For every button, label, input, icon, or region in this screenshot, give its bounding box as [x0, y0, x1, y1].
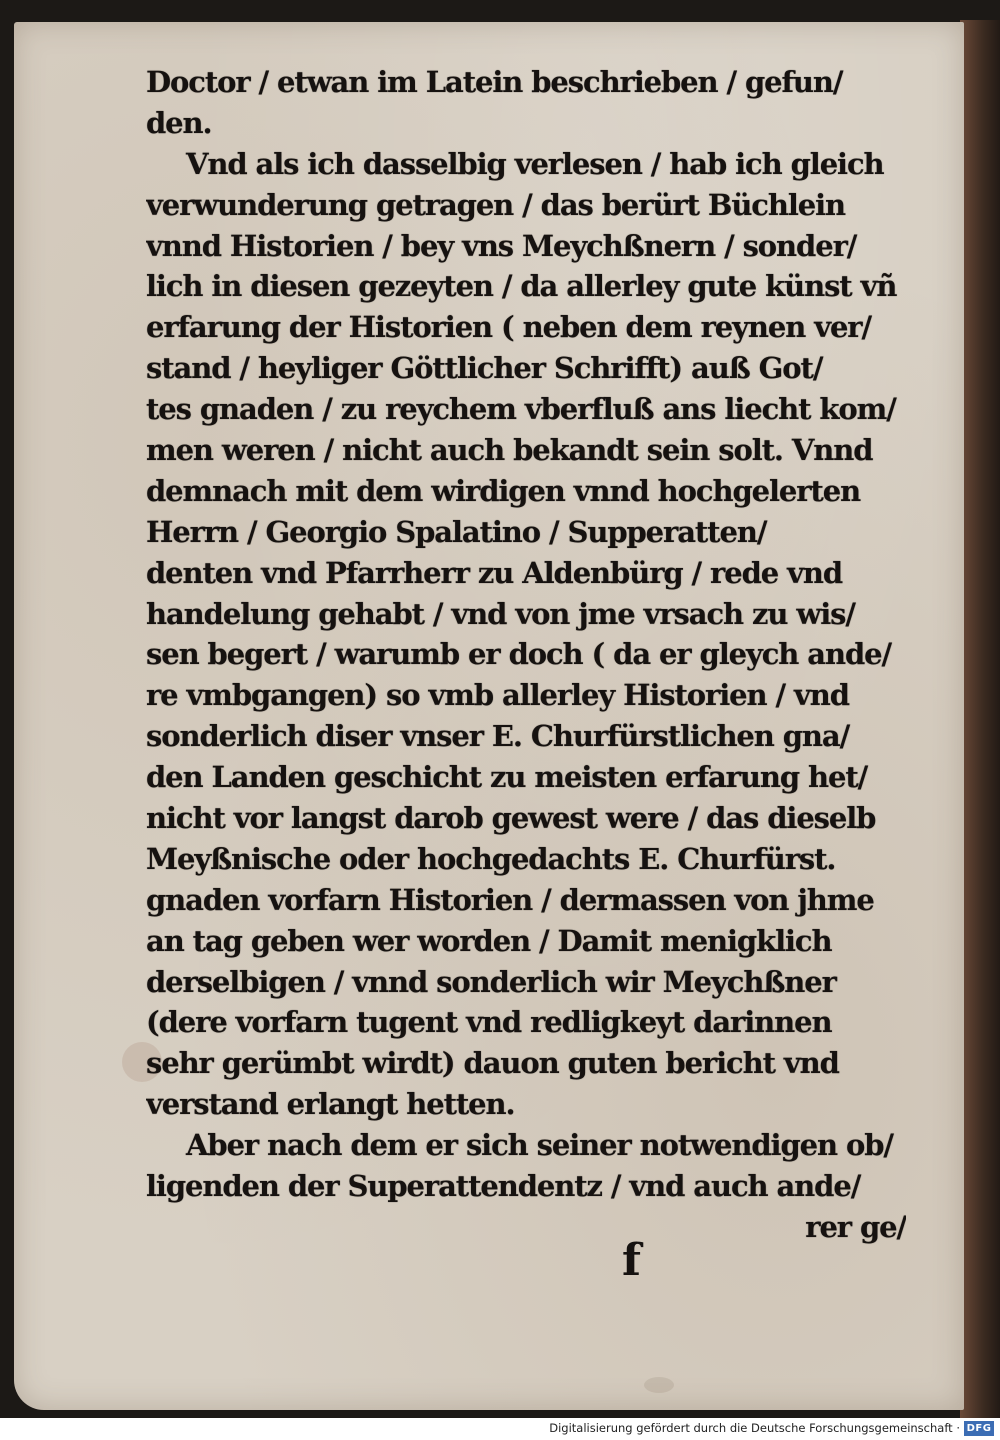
text-line: verwunderung getragen / das berürt Büchlein: [146, 187, 846, 222]
text-line: lich in diesen gezeyten / da allerley gute künst vñ: [146, 269, 897, 304]
text-line: handelung gehabt / vnd von jme vrsach zu wis/: [146, 596, 855, 631]
text-line: Doctor / etwan im Latein beschrieben / gefun/: [146, 65, 843, 99]
text-line: sonderlich diser vnser E. Churfürstlichen gna/: [146, 719, 850, 754]
text-line: derselbigen / vnnd sonderlich wir Meychßner: [146, 964, 836, 999]
signature-mark: f: [622, 1235, 641, 1286]
text-line: den.: [146, 105, 212, 140]
text-line: vnnd Historien / bey vns Meychßnern / sonder/: [146, 228, 857, 263]
text-line: nicht vor langst darob gewest were / das dieselb: [146, 801, 876, 836]
text-line: demnach mit dem wirdigen vnnd hochgelerten: [146, 473, 861, 508]
text-line: Meyßnische oder hochgedachts E. Churfürst.: [146, 841, 836, 876]
page-text: [146, 62, 906, 1248]
text-line: denten vnd Pfarrherr zu Aldenbürg / rede vnd: [146, 555, 843, 590]
book-edge: [960, 20, 1000, 1418]
dfg-logo-icon: DFG: [964, 1421, 994, 1436]
text-line: verstand erlangt hetten.: [146, 1087, 515, 1122]
text-line: re vmbgangen) so vmb allerley Historien / vnd: [146, 678, 849, 713]
text-line: gnaden vorfarn Historien / dermassen von jhme: [146, 882, 874, 917]
text-line: an tag geben wer worden / Damit menigklich: [146, 923, 832, 958]
text-line: Herrn / Georgio Spalatino / Supperatten/: [146, 514, 767, 549]
footer-credit: Digitalisierung gefördert durch die Deutsche Forschungsgemeinschaft ·: [549, 1421, 960, 1435]
text-line: Aber nach dem er sich seiner notwendigen ob/: [186, 1128, 893, 1163]
catchword: rer ge/: [805, 1209, 906, 1244]
footer-bar: [0, 1418, 1000, 1440]
text-line: ligenden der Superattendentz / vnd auch ande/: [146, 1169, 861, 1204]
text-line: sen begert / warumb er doch ( da er gleych ande/: [146, 637, 891, 672]
paper-stain: [644, 1377, 674, 1393]
text-line: tes gnaden / zu reychem vberfluß ans liecht kom/: [146, 392, 896, 427]
text-line: sehr gerümbt wirdt) dauon guten bericht vnd: [146, 1046, 839, 1081]
text-line: men weren / nicht auch bekandt sein solt. Vnnd: [146, 433, 873, 468]
text-line: (dere vorfarn tugent vnd redligkeyt darinnen: [146, 1005, 832, 1040]
text-line: Vnd als ich dasselbig verlesen / hab ich gleich: [186, 146, 884, 181]
text-line: stand / heyliger Göttlicher Schrifft) auß Got/: [146, 351, 823, 386]
text-line: erfarung der Historien ( neben dem reynen ver/: [146, 310, 871, 345]
text-line: den Landen geschicht zu meisten erfarung het/: [146, 760, 868, 795]
